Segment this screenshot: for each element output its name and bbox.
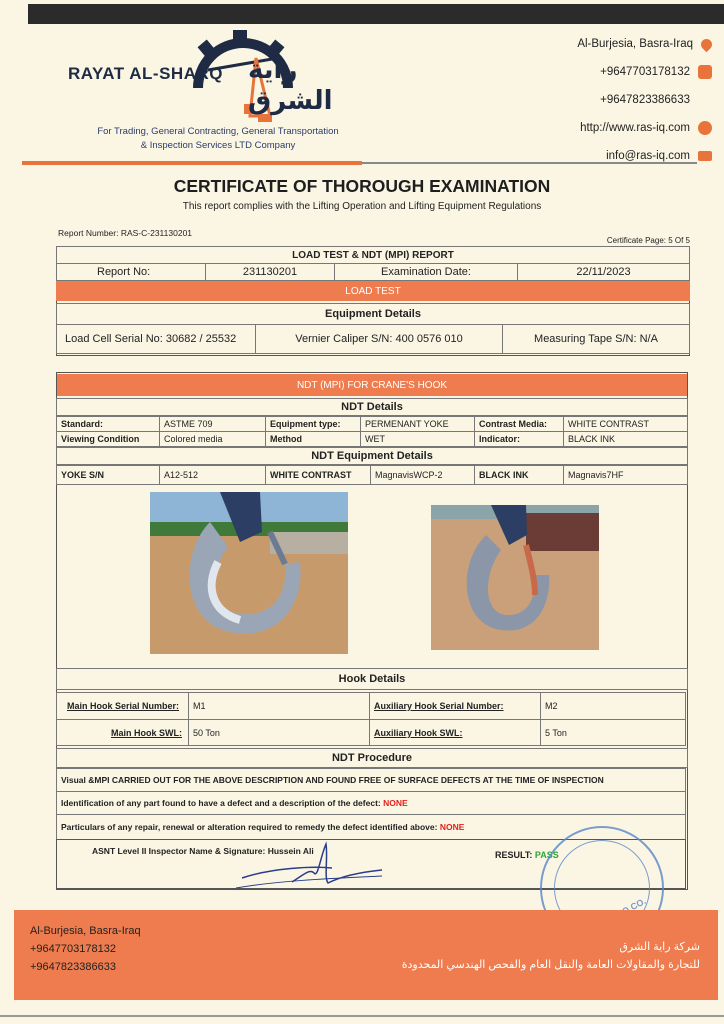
contact-email (452, 142, 712, 170)
contrast-media-value: WHITE CONTRAST (563, 416, 688, 432)
header-divider-orange (22, 161, 362, 165)
ndt-details-heading: NDT Details (56, 398, 688, 416)
document-subtitle: This report complies with the Lifting Operation and Lifting Equipment Regulations (182, 201, 542, 212)
viewing-condition-label: Viewing Condition (56, 431, 160, 447)
footer-contact (30, 922, 141, 976)
measuring-tape-serial: Measuring Tape S/N: N/A (502, 324, 690, 354)
vernier-caliper-serial: Vernier Caliper S/N: 400 0576 010 (255, 324, 503, 354)
footer (14, 910, 718, 1000)
website-text: http://www.ras-iq.com (580, 122, 690, 134)
load-cell-serial: Load Cell Serial No: 30682 / 25532 (56, 324, 256, 354)
ndt-equipment-details-heading: NDT Equipment Details (56, 447, 688, 465)
footer-address: Al-Burjesia, Basra-Iraq (30, 925, 141, 937)
load-test-heading: LOAD TEST & NDT (MPI) REPORT (56, 246, 690, 264)
repair-value: NONE (439, 822, 465, 832)
bottom-divider (0, 1015, 724, 1017)
top-bar (28, 4, 724, 24)
main-hook-serial-label: Main Hook Serial Number: (56, 692, 189, 720)
mail-icon (698, 151, 712, 161)
viewing-condition-value: Colored media (159, 431, 266, 447)
standard-label: Standard: (56, 416, 160, 432)
equipment-details-heading: Equipment Details (56, 303, 690, 325)
contact-phone-2 (452, 86, 712, 114)
exam-date-label: Examination Date: (334, 263, 518, 281)
company-tagline (68, 125, 368, 153)
result-value: PASS (534, 850, 559, 860)
email-text: info@ras-iq.com (606, 150, 690, 162)
defect-identification (56, 791, 686, 815)
method-value: WET (360, 431, 475, 447)
main-hook-serial-value: M1 (188, 692, 370, 720)
footer-arabic-line-2: للتجارة والمقاولات العامة والنقل العام والفحص الهندسي المحدودة (401, 959, 700, 971)
tagline-line-2: & Inspection Services LTD Company (140, 140, 296, 151)
inspector-signature (232, 838, 392, 898)
indicator-value: BLACK INK (563, 431, 688, 447)
phone-icon (698, 65, 712, 79)
address-text: Al-Burjesia, Basra-Iraq (577, 38, 693, 50)
certificate-page: Certificate Page: 5 Of 5 (606, 236, 690, 245)
footer-arabic (402, 938, 700, 974)
defect-value: NONE (383, 798, 408, 808)
company-name-ar: راية الشرق (248, 54, 333, 115)
report-no-value: 231130201 (205, 263, 335, 281)
main-hook-swl-value: 50 Ton (188, 719, 370, 746)
white-contrast-label: WHITE CONTRAST (265, 465, 371, 485)
aux-hook-serial-value: M2 (540, 692, 686, 720)
standard-value: ASTME 709 (159, 416, 266, 432)
footer-phone-2: +9647823386633 (30, 961, 116, 973)
document-title: CERTIFICATE OF THOROUGH EXAMINATION (173, 176, 551, 196)
footer-phone-1: +9647703178132 (30, 943, 116, 955)
equipment-type-label: Equipment type: (265, 416, 361, 432)
load-test-bar: LOAD TEST (56, 281, 690, 301)
main-hook-swl-label: Main Hook SWL: (56, 719, 189, 746)
aux-hook-serial-label: Auxiliary Hook Serial Number: (369, 692, 541, 720)
ndt-procedure-heading: NDT Procedure (56, 748, 688, 768)
header-divider-gray (362, 162, 697, 164)
hook-photo-main (150, 492, 348, 654)
black-ink-value: Magnavis7HF (563, 465, 688, 485)
black-ink-label: BLACK INK (474, 465, 564, 485)
method-label: Method (265, 431, 361, 447)
location-pin-icon (699, 36, 715, 52)
report-number: Report Number: RAS-C-231130201 (58, 228, 193, 238)
yoke-sn-label: YOKE S/N (56, 465, 160, 485)
contact-website (452, 114, 712, 142)
aux-hook-swl-label: Auxiliary Hook SWL: (369, 719, 541, 746)
hook-photo-auxiliary (431, 505, 599, 650)
white-contrast-value: MagnavisWCP-2 (370, 465, 475, 485)
equipment-type-value: PERMENANT YOKE (360, 416, 475, 432)
phone-2-text: +9647823386633 (600, 94, 690, 106)
ndt-bar: NDT (MPI) FOR CRANE'S HOOK (57, 374, 687, 396)
contact-address (452, 30, 712, 58)
indicator-label: Indicator: (474, 431, 564, 447)
procedure-statement: Visual &MPI CARRIED OUT FOR THE ABOVE DESCRIPTION AND FOUND FREE OF SURFACE DEFECTS AT THE TIME OF INSPECTION (56, 768, 686, 792)
result-label: RESULT: (495, 850, 533, 860)
footer-arabic-line-1: شركة راية الشرق (619, 941, 700, 953)
repair-label: Particulars of any repair, renewal or alteration required to remedy the defect identified above: (61, 822, 438, 832)
phone-1-text: +9647703178132 (600, 66, 690, 78)
report-no-label: Report No: (56, 263, 206, 281)
hook-details-heading: Hook Details (56, 668, 688, 690)
tagline-line-1: For Trading, General Contracting, General Transportation (97, 126, 339, 137)
globe-icon (698, 121, 712, 135)
contrast-media-label: Contrast Media: (474, 416, 564, 432)
company-name-en: RAYAT AL-SHARQ (68, 64, 223, 83)
yoke-sn-value: A12-512 (159, 465, 266, 485)
contact-block (452, 30, 712, 170)
aux-hook-swl-value: 5 Ton (540, 719, 686, 746)
inspector-name-signature: ASNT Level II Inspector Name & Signature: Hussein Ali (92, 846, 314, 856)
contact-phone-1 (452, 58, 712, 86)
exam-date-value: 22/11/2023 (517, 263, 690, 281)
defect-label: Identification of any part found to have a defect and a description of the defect: (61, 798, 381, 808)
